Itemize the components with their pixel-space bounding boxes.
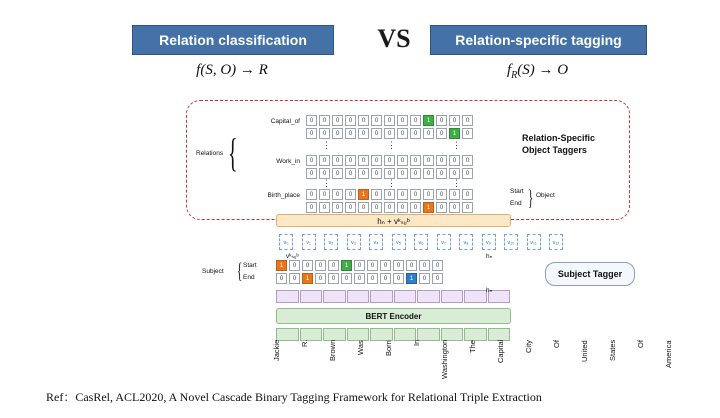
vertical-dots-right: ⋮ (452, 140, 462, 150)
tag-cell: 0 (423, 128, 434, 139)
vertical-dots-left2: ⋮ (322, 178, 332, 188)
tag-cell: 0 (354, 260, 365, 271)
tag-cell: 0 (358, 155, 369, 166)
tag-cell: 0 (319, 168, 330, 179)
hidden-state-vector: v₆ (414, 234, 428, 250)
tag-cell: 0 (462, 155, 473, 166)
object-start-label: Start (510, 188, 524, 195)
tag-cell: 0 (423, 189, 434, 200)
vector-row (279, 234, 572, 250)
tag-cell: 0 (332, 155, 343, 166)
right-formula-rest: (S) → O (517, 62, 569, 78)
tag-cell: 0 (397, 202, 408, 213)
object-brace: } (528, 185, 534, 210)
hidden-state-vector: v₁₂ (549, 234, 563, 250)
tag-cell: 0 (306, 189, 317, 200)
tag-cell: 0 (449, 202, 460, 213)
tag-cell: 0 (436, 115, 447, 126)
hidden-state-vector: v₄ (369, 234, 383, 250)
subject-start-label: Start (243, 262, 257, 269)
token-box (464, 290, 487, 303)
token-box (276, 290, 299, 303)
tag-cell: 0 (319, 202, 330, 213)
tag-cell: 0 (393, 273, 404, 284)
tag-cell: 1 (406, 273, 417, 284)
tag-cell: 0 (384, 189, 395, 200)
input-words (272, 340, 692, 386)
tag-cell: 0 (332, 189, 343, 200)
tag-cell: 0 (397, 168, 408, 179)
token-box (370, 290, 393, 303)
tag-cell: 0 (332, 128, 343, 139)
input-word: America (664, 340, 673, 368)
tag-cell: 0 (432, 273, 443, 284)
hidden-state-vector: v₂ (324, 234, 338, 250)
tag-cell: 0 (371, 115, 382, 126)
vsub-label: vᵏₛᵤᵇ (286, 253, 299, 260)
right-formula (430, 62, 645, 81)
tag-cell: 0 (345, 155, 356, 166)
hidden-state-vector: v₇ (437, 234, 451, 250)
hidden-state-vector: v₁ (302, 234, 316, 250)
tag-cell: 0 (345, 168, 356, 179)
tag-cell: 0 (462, 115, 473, 126)
tag-cell: 0 (319, 155, 330, 166)
input-word: In (412, 340, 421, 347)
tag-cell: 0 (328, 273, 339, 284)
token-embedding-row (276, 290, 511, 303)
input-word: City (524, 340, 533, 353)
right-formula-sub: R (511, 70, 518, 81)
tag-cell: 0 (462, 128, 473, 139)
tag-cell: 1 (423, 202, 434, 213)
tag-cell: 0 (332, 168, 343, 179)
row-label-work-in: Work_in (276, 158, 300, 165)
input-word: Brown (328, 340, 337, 362)
tag-cell: 0 (358, 202, 369, 213)
tag-cell: 0 (345, 128, 356, 139)
subject-tagger-box: Subject Tagger (545, 262, 635, 286)
tag-cell: 0 (410, 202, 421, 213)
row-label-capital-of: Capital_of (270, 118, 300, 125)
tag-cell: 1 (341, 260, 352, 271)
input-word: The (468, 340, 477, 353)
tag-cell: 0 (358, 115, 369, 126)
token-box (394, 290, 417, 303)
left-formula: f(S, O) → R (196, 62, 268, 78)
tag-cell: 0 (397, 128, 408, 139)
input-word: R. (300, 340, 309, 348)
tag-cell: 0 (436, 155, 447, 166)
tag-cell: 0 (410, 128, 421, 139)
relation-classification-title: Relation classification (132, 25, 334, 55)
tag-cell: 0 (406, 260, 417, 271)
tag-cell: 0 (423, 155, 434, 166)
tag-cell: 0 (410, 115, 421, 126)
input-word: States (608, 340, 617, 362)
tag-cell: 0 (341, 273, 352, 284)
tag-cell: 0 (332, 202, 343, 213)
tag-cell: 0 (449, 189, 460, 200)
relations-brace: { (228, 130, 238, 175)
tag-cell: 0 (449, 168, 460, 179)
tag-cell: 0 (345, 202, 356, 213)
tag-cell: 0 (306, 168, 317, 179)
tag-cell: 0 (319, 115, 330, 126)
tag-cell: 0 (410, 168, 421, 179)
input-word: Of (552, 340, 561, 348)
tag-cell: 0 (328, 260, 339, 271)
tag-cell: 0 (319, 189, 330, 200)
tag-cell: 0 (332, 115, 343, 126)
tag-cell: 0 (306, 155, 317, 166)
tag-cell: 0 (315, 260, 326, 271)
tag-cell: 0 (306, 115, 317, 126)
input-word: Of (636, 340, 645, 348)
tag-cell: 1 (302, 273, 313, 284)
hidden-state-vector: v₅ (392, 234, 406, 250)
tag-cell: 0 (393, 260, 404, 271)
token-box (417, 290, 440, 303)
relations-label: Relations (196, 150, 224, 157)
tag-cell: 0 (276, 273, 287, 284)
row-label-birth-place: Birth_place (267, 192, 300, 199)
tag-cell: 0 (432, 260, 443, 271)
tag-cell: 0 (371, 155, 382, 166)
hidden-state-vector: v₀ (279, 234, 293, 250)
tag-cell: 0 (345, 189, 356, 200)
relation-specific-tagging-title: Relation-specific tagging (430, 25, 647, 55)
vertical-dots-right2: ⋮ (452, 178, 462, 188)
subject-end-label: End (243, 274, 255, 281)
subject-label: Subject (202, 268, 224, 275)
tag-cell: 0 (384, 202, 395, 213)
input-word: Was (356, 340, 365, 355)
tag-cell: 0 (345, 115, 356, 126)
tag-cell: 0 (367, 260, 378, 271)
tag-cell: 0 (358, 168, 369, 179)
subject-end-row (276, 273, 445, 284)
tag-cell: 0 (384, 168, 395, 179)
tag-cell: 0 (436, 189, 447, 200)
tag-cell: 0 (302, 260, 313, 271)
object-taggers-caption: Relation-Specific Object Taggers (522, 133, 596, 155)
object-label: Object (536, 192, 555, 199)
tag-cell: 0 (384, 115, 395, 126)
tag-cell: 0 (449, 155, 460, 166)
tag-cell: 0 (436, 128, 447, 139)
tag-cell: 0 (449, 115, 460, 126)
tag-cell: 0 (436, 202, 447, 213)
tag-cell: 0 (436, 168, 447, 179)
token-box (347, 290, 370, 303)
hn-label: hₙ (486, 253, 493, 260)
bert-encoder-bar: BERT Encoder (276, 308, 511, 324)
tag-cell: 0 (358, 128, 369, 139)
input-word: United (580, 340, 589, 362)
tag-cell: 0 (462, 189, 473, 200)
hn-label-lower: hₙ (486, 287, 493, 294)
tag-cell: 1 (449, 128, 460, 139)
right-formula-main: f (506, 62, 512, 78)
vs-label: VS (377, 24, 411, 53)
tag-cell: 0 (306, 202, 317, 213)
tag-cell: 0 (410, 155, 421, 166)
tag-cell: 0 (289, 273, 300, 284)
input-word: Capital (496, 340, 505, 364)
token-box (323, 290, 346, 303)
tag-cell: 0 (384, 155, 395, 166)
subject-brace: { (237, 258, 243, 283)
hidden-state-vector: v₁₁ (527, 234, 541, 250)
tag-cell: 0 (306, 128, 317, 139)
vertical-dots-mid2: ⋮ (387, 178, 397, 188)
birth-place-end-row (306, 202, 475, 213)
tag-cell: 0 (419, 273, 430, 284)
token-box (300, 290, 323, 303)
tag-cell: 0 (423, 168, 434, 179)
tag-cell: 0 (371, 202, 382, 213)
input-word: Jackie (272, 340, 281, 362)
tag-cell: 0 (289, 260, 300, 271)
tag-cell: 0 (419, 260, 430, 271)
object-end-label: End (510, 200, 522, 207)
tag-cell: 0 (384, 128, 395, 139)
tag-cell: 0 (380, 260, 391, 271)
tag-cell: 0 (315, 273, 326, 284)
hidden-state-vector: v₁₀ (504, 234, 518, 250)
tag-cell: 0 (380, 273, 391, 284)
tag-cell: 0 (462, 202, 473, 213)
tag-cell: 0 (397, 155, 408, 166)
work-in-start-row (306, 155, 475, 166)
subject-start-row (276, 260, 445, 271)
hidden-state-vector: v₉ (482, 234, 496, 250)
tag-cell: 0 (397, 189, 408, 200)
tag-cell: 1 (276, 260, 287, 271)
tag-cell: 0 (354, 273, 365, 284)
tag-cell: 0 (410, 189, 421, 200)
reference-line: Ref：CasRel, ACL2020, A Novel Cascade Binary Tagging Framework for Relational Triple Extraction (46, 390, 542, 404)
token-box (441, 290, 464, 303)
tag-cell: 0 (371, 189, 382, 200)
tag-cell: 0 (319, 128, 330, 139)
tag-cell: 0 (371, 168, 382, 179)
hidden-state-vector: v₃ (347, 234, 361, 250)
tag-cell: 0 (371, 128, 382, 139)
tag-cell: 0 (367, 273, 378, 284)
input-word: Born (384, 340, 393, 356)
vertical-dots-mid: ⋮ (387, 140, 397, 150)
capital-of-start-row (306, 115, 475, 126)
birth-place-start-row (306, 189, 475, 200)
sum-bar: hₙ + vᵏₛᵤᵇ (276, 214, 511, 227)
hidden-state-vector: v₈ (459, 234, 473, 250)
tag-cell: 1 (423, 115, 434, 126)
tag-cell: 0 (462, 168, 473, 179)
tag-cell: 1 (358, 189, 369, 200)
input-word: Washington (440, 340, 449, 380)
tag-cell: 0 (397, 115, 408, 126)
vertical-dots-left: ⋮ (322, 140, 332, 150)
capital-of-end-row (306, 128, 475, 139)
